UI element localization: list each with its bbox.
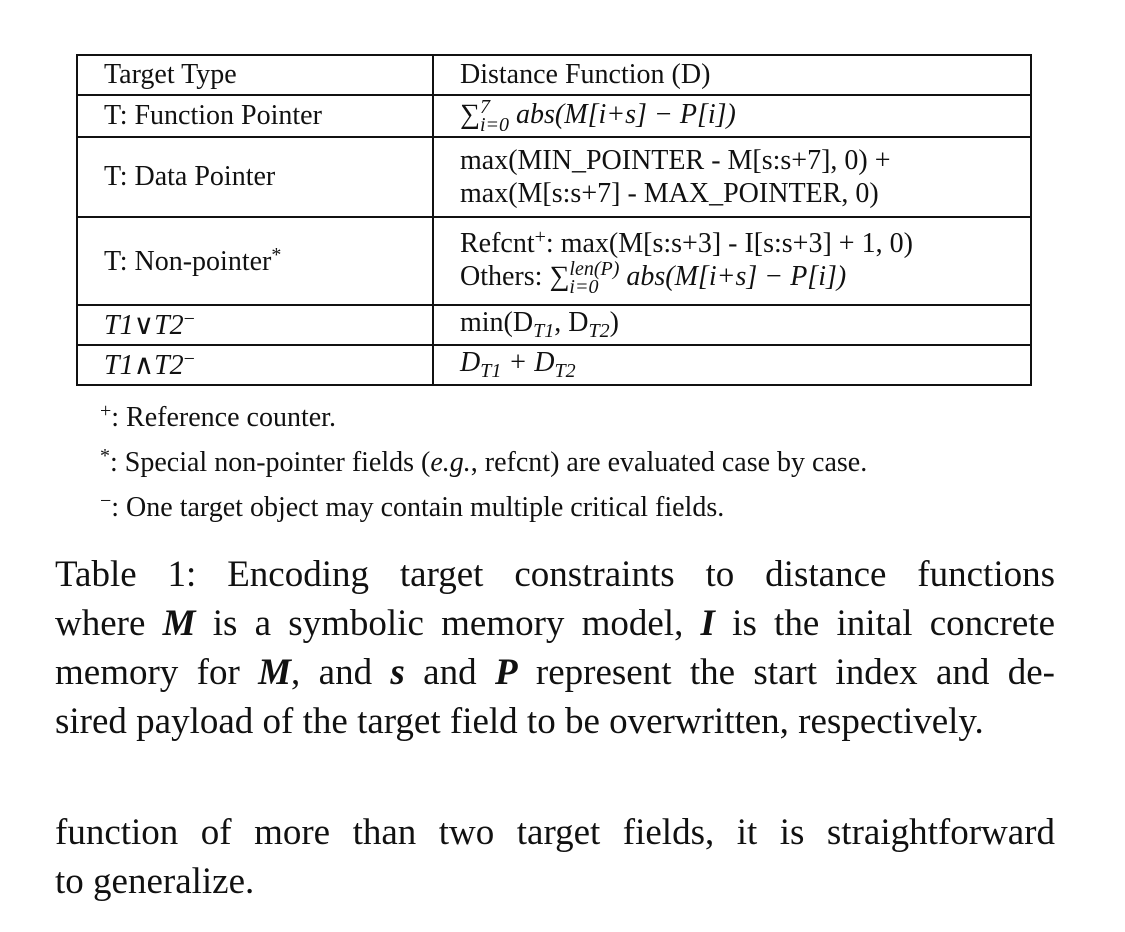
formula-sub: T1 bbox=[480, 360, 502, 383]
table-header-row bbox=[77, 55, 1031, 95]
cell-distance-function bbox=[433, 217, 1031, 305]
footnote bbox=[100, 437, 867, 482]
caption-text: where bbox=[55, 603, 163, 644]
refcnt-label: Refcnt bbox=[460, 227, 535, 259]
cell-distance-function bbox=[433, 137, 1031, 217]
footnote-italic: e.g. bbox=[430, 447, 471, 478]
footnote-text: : Reference counter. bbox=[111, 402, 336, 433]
body-line: to generalize. bbox=[55, 861, 255, 902]
table-row bbox=[77, 95, 1031, 137]
caption-line: Table 1: Encoding target constraints to distance functions bbox=[55, 554, 1055, 595]
footnote-mark: + bbox=[534, 225, 546, 248]
others-label: Others: bbox=[460, 260, 550, 292]
footnote-text: , refcnt) are evaluated case by case. bbox=[470, 447, 868, 478]
formula-line: max(MIN_POINTER - M[s:s+7], 0) + bbox=[460, 144, 891, 176]
sum-symbol: ∑ bbox=[460, 98, 480, 130]
cell-distance-function bbox=[433, 345, 1031, 385]
formula: abs(M[i+s] − P[i]) bbox=[516, 98, 736, 130]
table-row bbox=[77, 305, 1031, 345]
caption-text: memory for bbox=[55, 652, 259, 693]
formula-line bbox=[460, 260, 1022, 297]
caption-text: is a symbolic memory model, bbox=[195, 603, 701, 644]
sum-limits bbox=[479, 96, 510, 137]
cell-target-type: T: Function Pointer bbox=[77, 95, 433, 137]
body-line: function of more than two target fields, it is straightforward bbox=[55, 812, 1055, 853]
caption-var: M bbox=[162, 603, 196, 644]
sum-symbol: ∑ bbox=[549, 260, 570, 292]
distance-function-table bbox=[76, 54, 1032, 386]
table bbox=[76, 54, 1032, 386]
footnote-mark: + bbox=[100, 400, 112, 422]
sum-upper: 7 bbox=[479, 96, 490, 119]
caption-line bbox=[55, 599, 1055, 648]
caption-var: P bbox=[494, 652, 518, 693]
cell-distance-function bbox=[433, 95, 1031, 137]
formula-part: + D bbox=[501, 347, 555, 379]
caption-var: M bbox=[258, 652, 292, 693]
type-label: T1∨T2 bbox=[104, 309, 184, 341]
footnote-mark: − bbox=[100, 490, 112, 512]
table-footnotes bbox=[100, 392, 867, 527]
caption-text: and bbox=[404, 652, 495, 693]
formula-part: ) bbox=[609, 307, 619, 339]
type-label: T1∧T2 bbox=[104, 349, 184, 381]
sum-upper: len(P) bbox=[569, 258, 620, 281]
table-caption bbox=[55, 550, 1055, 746]
table-row bbox=[77, 137, 1031, 217]
cell-target-type bbox=[77, 345, 433, 385]
footnote bbox=[100, 482, 867, 527]
caption-text: is the inital concrete bbox=[714, 603, 1055, 644]
cell-target-type bbox=[77, 305, 433, 345]
formula: abs(M[i+s] − P[i]) bbox=[626, 260, 847, 292]
footnote-mark: * bbox=[271, 243, 282, 266]
refcnt-formula: : max(M[s:s+3] - I[s:s+3] + 1, 0) bbox=[545, 227, 913, 259]
caption-text: , and bbox=[291, 652, 391, 693]
formula-line bbox=[460, 226, 1022, 260]
footnote-mark: * bbox=[100, 445, 110, 467]
footnote-text: : Special non-pointer fields ( bbox=[110, 447, 431, 478]
caption-line bbox=[55, 648, 1055, 697]
formula-line: max(M[s:s+7] - MAX_POINTER, 0) bbox=[460, 178, 879, 209]
header-distance-function: Distance Function (D) bbox=[433, 55, 1031, 95]
formula-sub: T1 bbox=[533, 320, 555, 343]
sum-lower: i=0 bbox=[479, 114, 510, 137]
cell-target-type bbox=[77, 217, 433, 305]
table-row bbox=[77, 345, 1031, 385]
footnote bbox=[100, 392, 867, 437]
sum-lower: i=0 bbox=[569, 276, 599, 299]
cell-distance-function bbox=[433, 305, 1031, 345]
footnote-mark: − bbox=[183, 347, 195, 370]
type-label: T: Non-pointer bbox=[104, 245, 272, 277]
caption-line: sired payload of the target field to be overwritten, respectively. bbox=[55, 701, 984, 742]
cell-target-type: T: Data Pointer bbox=[77, 137, 433, 217]
caption-var: s bbox=[390, 652, 405, 693]
formula-part: min(D bbox=[460, 307, 534, 339]
footnote-mark: − bbox=[183, 307, 195, 330]
table-row bbox=[77, 217, 1031, 305]
body-paragraph bbox=[55, 808, 1055, 906]
footnote-text: : One target object may contain multiple critical fields. bbox=[111, 492, 725, 523]
formula-part: , D bbox=[554, 307, 589, 339]
formula-sub: T2 bbox=[588, 320, 610, 343]
caption-var: I bbox=[700, 603, 715, 644]
header-target-type: Target Type bbox=[77, 55, 433, 95]
sum-limits bbox=[569, 258, 620, 299]
formula-part: D bbox=[460, 347, 481, 379]
formula-sub: T2 bbox=[554, 360, 576, 383]
caption-text: represent the start index and de- bbox=[517, 652, 1055, 693]
